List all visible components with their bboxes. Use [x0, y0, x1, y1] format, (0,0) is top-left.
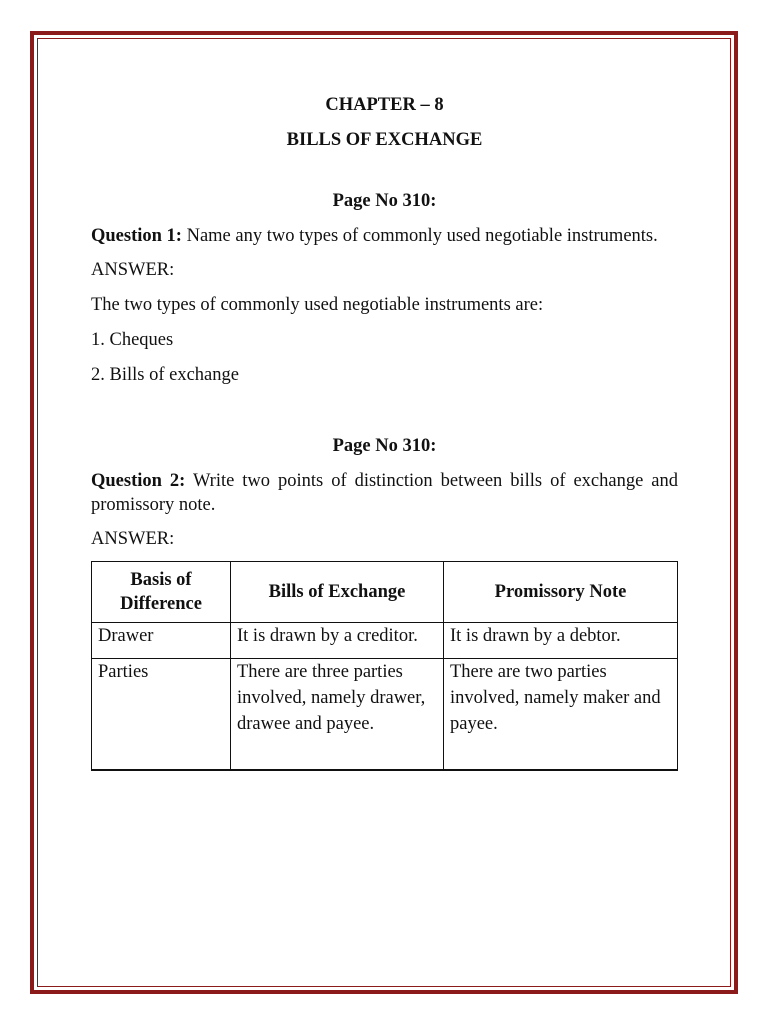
table-cell: Parties [92, 659, 231, 771]
question-2-label: Question 2: [91, 471, 186, 491]
answer-1-intro: The two types of commonly used negotiable instruments are: [91, 295, 544, 315]
table-header-bills: Bills of Exchange [231, 562, 444, 623]
question-1-text: Name any two types of commonly used negotiable instruments. [181, 226, 658, 246]
answer-1-item-2: 2. Bills of exchange [91, 365, 239, 385]
question-1 [91, 224, 678, 248]
table-cell: There are three parties involved, namely drawer, drawee and payee. [231, 659, 444, 771]
page-number-heading-2: Page No 310: [332, 436, 437, 456]
table-header-basis: Basis of Difference [92, 562, 231, 623]
chapter-title: BILLS OF EXCHANGE [286, 130, 483, 150]
table-cell: There are two parties involved, namely maker and payee. [444, 659, 678, 771]
distinction-table [91, 561, 678, 771]
answer-1-item-1: 1. Cheques [91, 330, 174, 350]
table-header-promissory: Promissory Note [444, 562, 678, 623]
table-header-row [92, 562, 678, 623]
table-cell: It is drawn by a creditor. [231, 623, 444, 659]
table-cell: It is drawn by a debtor. [444, 623, 678, 659]
answer-1-label: ANSWER: [91, 260, 175, 280]
question-2-text: Write two points of distinction between bills of exchange and promissory note. [91, 471, 678, 515]
table-cell: Drawer [92, 623, 231, 659]
table-row [92, 623, 678, 659]
question-2 [91, 469, 678, 517]
page-number-heading-1: Page No 310: [332, 191, 437, 211]
document-content [91, 93, 678, 771]
table-row [92, 659, 678, 771]
question-1-label: Question 1: [91, 226, 182, 246]
answer-2-label: ANSWER: [91, 529, 175, 549]
chapter-heading: CHAPTER – 8 [325, 95, 444, 115]
